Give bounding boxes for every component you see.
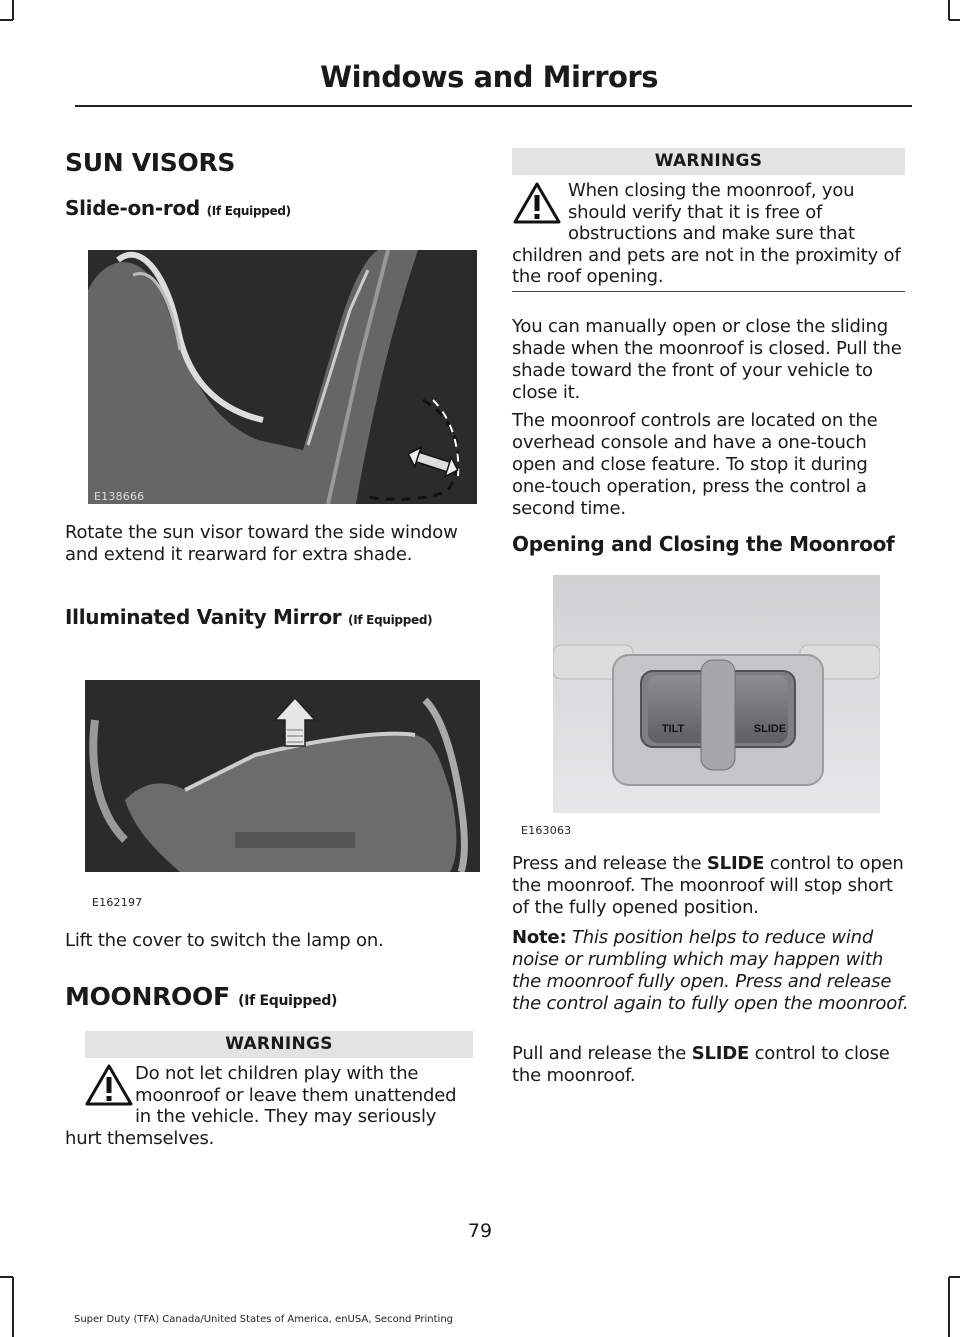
crop-mark	[948, 1277, 950, 1337]
figure-vanity-mirror	[85, 680, 480, 872]
printing-line: Super Duty (TFA) Canada/United States of America, enUSA, Second Printing	[74, 1314, 454, 1325]
note-text: This position helps to reduce wind noise or rumbling which may happen with the moonroof fully open. Press and release the control again to fully open the moonroof.	[512, 927, 909, 1014]
crop-mark	[0, 19, 13, 21]
subheading-opening-closing: Opening and Closing the Moonroof	[512, 532, 895, 556]
warning-text-content: When closing the moonroof, you should verify that it is free of obstructions and make sure that children and pets are not in the proximity of the roof opening.	[512, 180, 901, 287]
warnings-bar: WARNINGS	[85, 1031, 473, 1058]
crop-mark	[949, 1276, 960, 1278]
crop-mark	[12, 1277, 14, 1337]
warning-text	[512, 180, 907, 288]
icon-spacer	[65, 1063, 135, 1127]
if-equipped-tag: (If Equipped)	[238, 993, 338, 1009]
control-name: SLIDE	[691, 1043, 750, 1064]
figure-moonroof-controls	[553, 575, 880, 813]
page-number: 79	[467, 1220, 493, 1242]
note-paragraph	[512, 927, 910, 1015]
text-run: Press and release the	[512, 853, 707, 874]
subheading-text: Slide-on-rod	[65, 196, 200, 220]
figure-code: E162197	[92, 896, 143, 909]
pull-paragraph	[512, 1043, 910, 1087]
heading-text: MOONROOF	[65, 982, 230, 1011]
warning-divider	[512, 291, 905, 292]
press-paragraph	[512, 853, 910, 919]
text-run: control to open the moonroof. The moonroof will stop short of the fully opened position.	[512, 853, 904, 918]
icon-spacer	[512, 180, 568, 244]
subheading-slide-on-rod	[65, 196, 291, 220]
figure-sun-visor	[88, 250, 477, 504]
sun-visor-illustration	[88, 250, 477, 504]
control-name: SLIDE	[706, 853, 765, 874]
crop-mark	[12, 0, 14, 20]
subheading-vanity-mirror	[65, 605, 432, 629]
crop-mark	[949, 19, 960, 21]
figure-code: E163063	[521, 824, 572, 837]
figure-code: E138666	[94, 490, 145, 503]
vanity-mirror-illustration	[85, 680, 480, 872]
text-run: Pull and release the	[512, 1043, 692, 1064]
slide-label: SLIDE	[753, 723, 787, 735]
lift-paragraph: Lift the cover to switch the lamp on.	[65, 930, 384, 951]
tilt-label: TILT	[661, 723, 685, 735]
chapter-title: Windows and Mirrors	[320, 60, 658, 94]
text-run: control to close the moonroof.	[512, 1043, 890, 1086]
warning-text	[65, 1063, 475, 1149]
controls-paragraph: The moonroof controls are located on the overhead console and have a one-touch open and close feature. To stop it during one-touch operation, press the control a second time.	[512, 410, 878, 519]
if-equipped-tag: (If Equipped)	[348, 613, 433, 627]
subheading-text: Illuminated Vanity Mirror	[65, 605, 342, 629]
note-label: Note:	[512, 927, 567, 948]
if-equipped-tag: (If Equipped)	[206, 204, 291, 218]
shade-paragraph: You can manually open or close the sliding shade when the moonroof is closed. Pull the shade toward the front of your vehicle to close it.	[512, 316, 902, 403]
crop-mark	[948, 0, 950, 20]
warnings-bar: WARNINGS	[512, 148, 905, 175]
moonroof-controls-illustration	[553, 575, 880, 813]
header-rule	[75, 105, 912, 107]
section-heading-sun-visors: SUN VISORS	[65, 148, 236, 177]
rotate-paragraph: Rotate the sun visor toward the side window and extend it rearward for extra shade.	[65, 522, 458, 565]
warning-text-content: Do not let children play with the moonroof or leave them unattended in the vehicle. They may seriously hurt themselves.	[65, 1063, 457, 1149]
section-heading-moonroof	[65, 982, 337, 1011]
crop-mark	[0, 1276, 13, 1278]
